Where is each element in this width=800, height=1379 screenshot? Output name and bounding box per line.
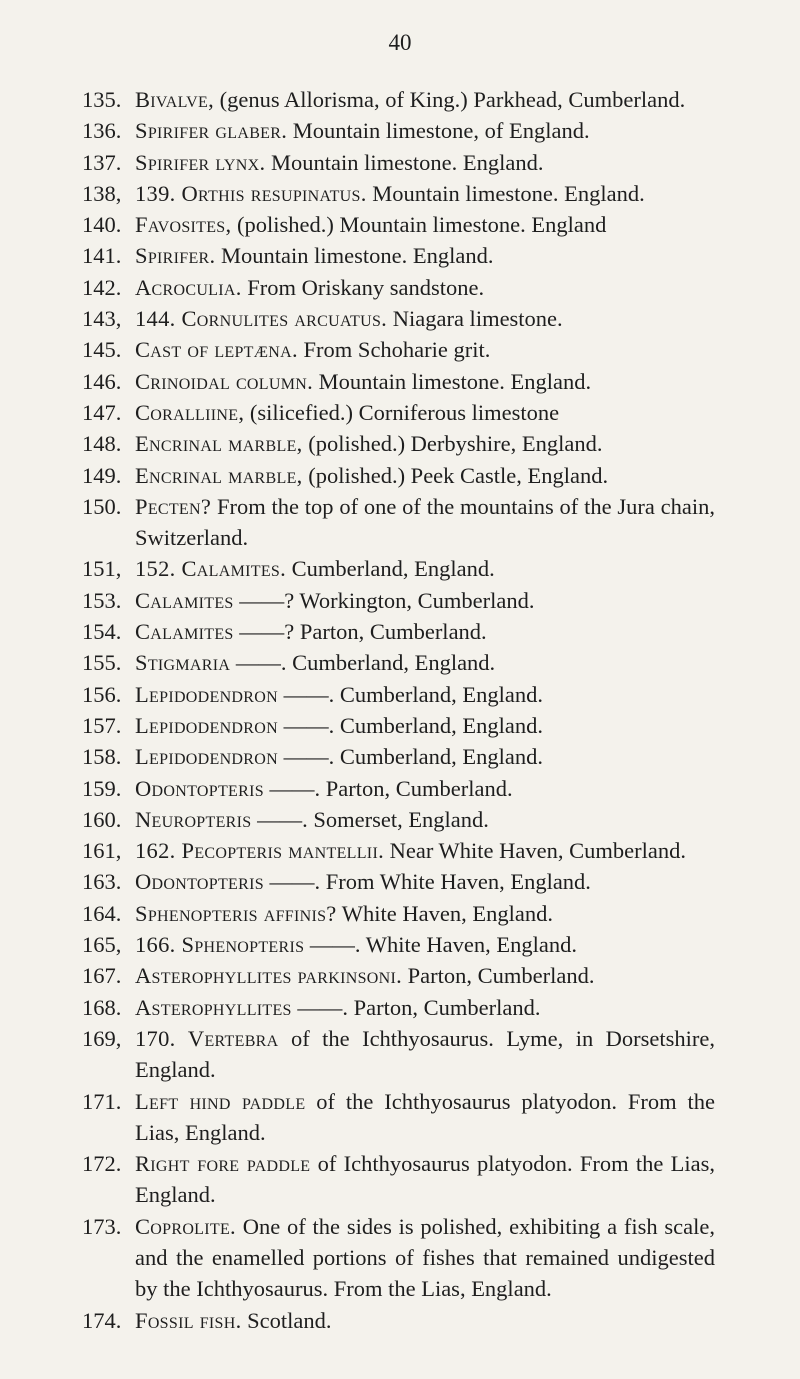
entry-number: 142. [82,274,122,300]
entry-text [135,835,715,866]
entry-number: 136. [82,118,122,144]
specimen-name: Fossil fish. [135,1307,242,1333]
entry-text [135,1086,715,1149]
entry-number: 158. [82,744,122,770]
specimen-description: (genus Allorisma, of King.) Parkhead, Cumberland. [214,87,686,112]
catalogue-entry [0,1211,715,1305]
specimen-description: of Ichthyosaurus platyodon. From the Lias, England. [135,1151,716,1208]
entry-text [135,272,715,303]
entry-number: 137. [82,149,122,175]
entry-text [135,147,715,178]
specimen-name: Coprolite. [135,1213,236,1239]
specimen-name: Lepidodendron [135,712,278,738]
specimen-name: Asterophyllites [135,994,292,1020]
entry-number: 143, [82,306,122,332]
specimen-description: ——. White Haven, England. [304,932,577,958]
catalogue-entry [0,647,715,678]
entry-text [135,1023,715,1086]
specimen-name: Favosites, [135,212,232,238]
catalogue-entry [0,1023,715,1086]
entry-number: 172. [82,1151,122,1177]
catalogue-entry [0,835,715,866]
specimen-description: ——? Workington, Cumberland. [233,587,535,613]
specimen-name: Calamites [135,587,234,613]
entry-number: 157. [82,712,122,738]
specimen-name: Crinoidal column. [135,368,314,394]
catalogue-entry [0,679,715,710]
entry-text [135,1211,715,1305]
catalogue-entry [0,741,715,772]
entry-number: 138, [82,180,122,206]
entry-text [135,115,715,146]
specimen-description: Scotland. [241,1307,332,1333]
catalogue-entry [0,366,715,397]
entry-text [135,585,715,616]
specimen-name: Lepidodendron [135,744,278,770]
specimen-name: 162. Pecopteris mantellii. [135,838,384,864]
entry-text [135,553,715,584]
specimen-name: Encrinal marble, [135,431,303,457]
catalogue-entry [0,866,715,897]
specimen-description: (polished.) Peek Castle, England. [302,462,609,488]
catalogue-entry [0,240,715,271]
entry-number: 173. [82,1213,122,1239]
entry-number: 153. [82,587,122,613]
specimen-description: Mountain limestone. England. [366,180,645,206]
entry-number: 174. [82,1307,122,1333]
entry-text [135,960,715,991]
entry-number: 167. [82,963,122,989]
catalogue-entry [0,585,715,616]
specimen-description: ——. Cumberland, England. [277,681,543,707]
catalogue-entry [0,898,715,929]
entry-text [135,491,715,554]
specimen-description: of the Ichthyosaurus. Lyme, in Dorsetshire, England. [135,1025,715,1083]
catalogue-entry [0,428,715,459]
catalogue-list [0,84,800,1336]
specimen-name: Right fore paddle [135,1151,311,1177]
entry-number: 171. [82,1088,122,1114]
entry-text [135,428,715,459]
specimen-name: 170. Vertebra [135,1025,279,1051]
entry-text [135,397,715,428]
entry-number: 165, [82,932,122,958]
specimen-description: ——. Parton, Cumberland. [291,994,541,1020]
specimen-description: Niagara limestone. [387,306,563,332]
entry-text [135,898,715,929]
catalogue-entry [0,1305,715,1336]
catalogue-entry [0,804,715,835]
entry-number: 149. [82,462,122,488]
entry-text [135,647,715,678]
entry-text [135,303,715,334]
specimen-description: ——. Parton, Cumberland. [263,775,513,801]
entry-text [135,84,715,115]
specimen-description: White Haven, England. [336,900,553,926]
specimen-description: From the top of one of the mountains of the Jura chain, Switzerland. [135,493,715,551]
specimen-name: 144. Cornulites arcuatus. [135,306,388,332]
specimen-description: From Oriskany sandstone. [241,274,485,300]
entry-text [135,366,715,397]
entry-number: 141. [82,243,122,269]
entry-text [135,804,715,835]
catalogue-entry [0,929,715,960]
specimen-name: Left hind paddle [135,1088,306,1114]
specimen-name: Spirifer glaber. [135,118,288,144]
specimen-description: ——. Somerset, England. [251,806,489,832]
entry-text [135,240,715,271]
catalogue-entry [0,147,715,178]
specimen-description: From Schoharie grit. [297,337,491,363]
catalogue-entry [0,272,715,303]
page-number: 40 [388,30,412,55]
catalogue-entry [0,553,715,584]
specimen-description: ——. Cumberland, England. [230,650,496,676]
entry-text [135,679,715,710]
entry-number: 163. [82,869,122,895]
specimen-name: Sphenopteris affinis? [135,900,337,926]
entry-number: 145. [82,337,122,363]
entry-text [135,1305,715,1336]
entry-number: 168. [82,994,122,1020]
catalogue-entry [0,84,715,115]
specimen-name: Stigmaria [135,650,231,676]
entry-number: 159. [82,775,122,801]
specimen-description: (polished.) Mountain limestone. England [231,212,607,238]
specimen-description: of the Ichthyosaurus platyodon. From the Lias, England. [135,1088,715,1145]
specimen-description: Near White Haven, Cumberland. [384,838,686,864]
entry-text [135,866,715,897]
catalogue-entry [0,992,715,1023]
entry-number: 156. [82,681,122,707]
catalogue-entry [0,1086,715,1149]
specimen-description: Mountain limestone. England. [215,243,494,269]
specimen-name: Cast of leptæna. [135,337,298,363]
specimen-description: ——. Cumberland, England. [277,744,543,770]
entry-text [135,334,715,365]
catalogue-entry [0,115,715,146]
catalogue-entry [0,773,715,804]
specimen-description: ——. From White Haven, England. [263,869,591,895]
entry-number: 151, [82,556,122,582]
entry-text [135,178,715,209]
specimen-name: Coralliine, [135,399,245,425]
catalogue-entry [0,303,715,334]
entry-number: 135. [82,87,122,112]
entry-number: 150. [82,493,122,519]
specimen-description: Mountain limestone. England. [265,149,544,175]
catalogue-entry [0,178,715,209]
specimen-description: Parton, Cumberland. [402,963,595,989]
entry-number: 146. [82,368,122,394]
specimen-description: Mountain limestone. England. [313,368,592,394]
specimen-description: ——? Parton, Cumberland. [233,619,487,645]
catalogue-entry [0,460,715,491]
catalogue-entry [0,710,715,741]
catalogue-entry [0,209,715,240]
specimen-description: One of the sides is polished, exhibiting a fish scale, and the enamelled portions of fishes that remained undigested by the Ichthyosaurus. From the Lias, England. [135,1213,715,1302]
specimen-description: Cumberland, England. [286,556,495,582]
entry-text [135,1148,715,1211]
specimen-name: 166. Sphenopteris [135,932,305,958]
entry-number: 155. [82,650,122,676]
entry-text [135,616,715,647]
entry-number: 147. [82,399,122,425]
specimen-description: Mountain limestone, of England. [287,118,590,144]
specimen-description: (silicefied.) Corniferous limestone [244,399,560,425]
specimen-name: Asterophyllites parkinsoni. [135,963,403,989]
specimen-name: Odontopteris [135,775,264,801]
entry-text [135,209,715,240]
entry-number: 164. [82,900,122,926]
catalogue-entry [0,616,715,647]
specimen-name: Pecten? [135,493,212,519]
specimen-name: Acroculia. [135,274,242,300]
catalogue-entry [0,334,715,365]
specimen-name: Spirifer. [135,243,216,269]
catalogue-entry [0,397,715,428]
entry-text [135,741,715,772]
entry-number: 148. [82,431,122,457]
entry-text [135,992,715,1023]
specimen-name: Encrinal marble, [135,462,303,488]
entry-number: 160. [82,806,122,832]
entry-number: 161, [82,838,122,864]
specimen-name: 152. Calamites. [135,556,287,582]
catalogue-entry [0,1148,715,1211]
specimen-name: Lepidodendron [135,681,278,707]
entry-number: 169, [82,1025,122,1051]
entry-text [135,460,715,491]
catalogue-entry [0,960,715,991]
specimen-name: Calamites [135,619,234,645]
specimen-description: ——. Cumberland, England. [277,712,543,738]
specimen-name: Spirifer lynx. [135,149,266,175]
entry-text [135,929,715,960]
specimen-name: Neuropteris [135,806,252,832]
catalogue-entry [0,491,715,554]
specimen-name: Bivalve, [135,87,215,112]
specimen-name: Odontopteris [135,869,264,895]
specimen-name: 139. Orthis resupinatus. [135,180,367,206]
specimen-description: (polished.) Derbyshire, England. [302,431,603,457]
entry-text [135,773,715,804]
entry-number: 154. [82,619,122,645]
entry-number: 140. [82,212,122,238]
entry-text [135,710,715,741]
